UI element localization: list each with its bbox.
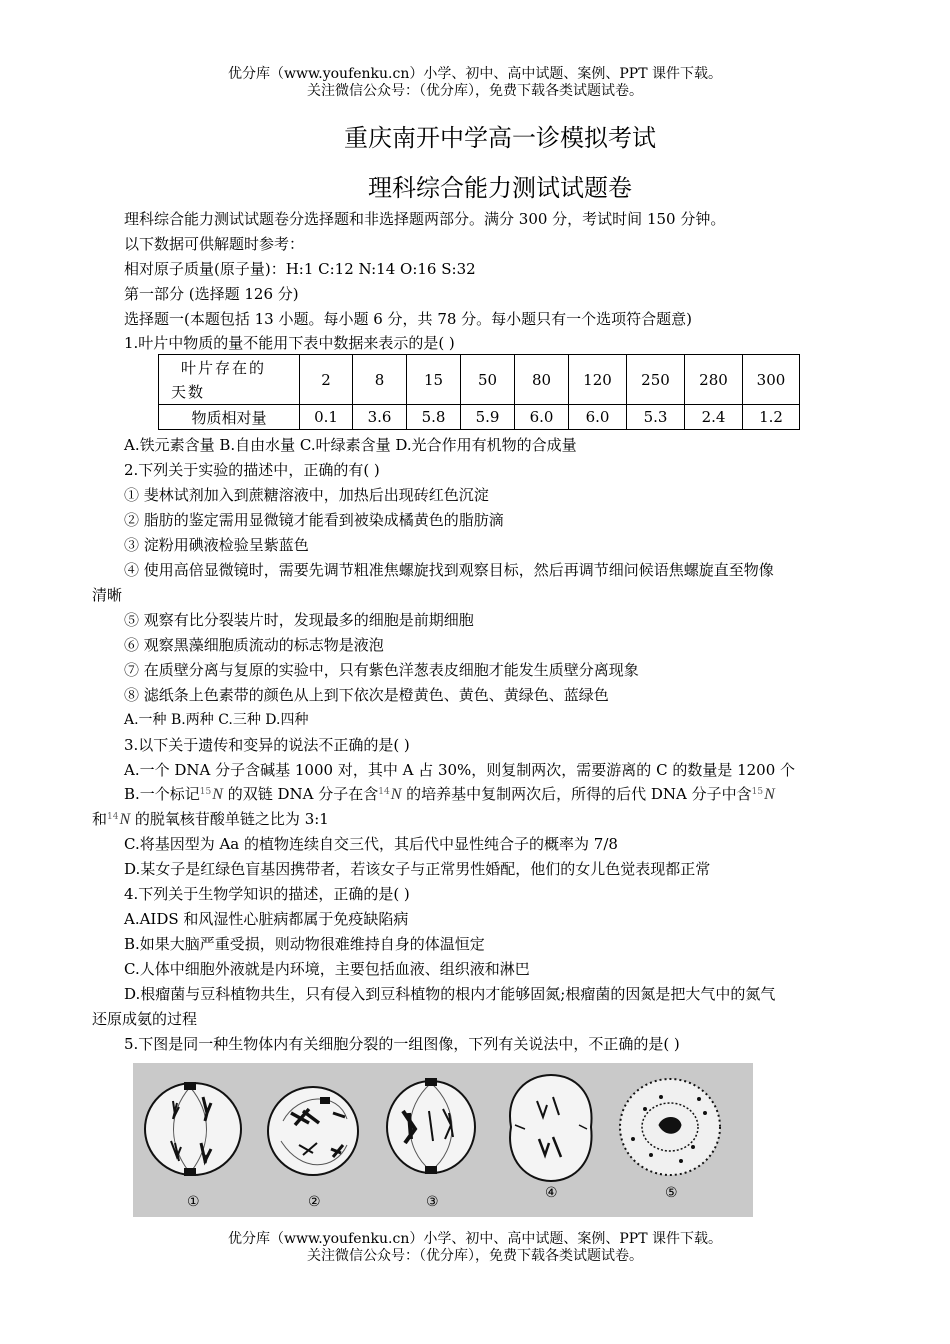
q3-b2-text-2: 的脱氧核苷酸单链之比为 3:1: [134, 810, 329, 828]
page-header: [0, 66, 950, 100]
cell-label-2: ②: [308, 1194, 321, 1210]
table-cell: 0.1: [300, 405, 353, 430]
table-header-amount: 物质相对量: [159, 405, 300, 430]
cell-division-figure: [133, 1063, 753, 1217]
cell-1-anaphase: [145, 1083, 241, 1175]
table-cell: 5.9: [461, 405, 515, 430]
cell-label-1: ①: [187, 1194, 200, 1210]
table-cell: 50: [461, 355, 515, 405]
section-instructions: 选择题一(本题包括 13 小题。每小题 6 分，共 78 分。每小题只有一个选项符合题意): [124, 310, 693, 328]
q4-option-c: C.人体中细胞外液就是内环境，主要包括血液、组织液和淋巴: [124, 960, 530, 978]
q1-options: A.铁元素含量 B.自由水量 C.叶绿素含量 D.光合作用有机物的合成量: [124, 436, 577, 454]
table-cell: 6.0: [569, 405, 627, 430]
cell-4-telophase: [510, 1075, 591, 1181]
cell-2-prophase: [268, 1087, 358, 1175]
q3-option-d: D.某女子是红绿色盲基因携带者，若该女子与正常男性婚配，他们的女儿色觉表现都正常: [124, 860, 711, 878]
table-cell: 8: [353, 355, 407, 405]
q3-option-b-cont: [92, 808, 329, 829]
q2-statement-2: ② 脂肪的鉴定需用显微镜才能看到被染成橘黄色的脂肪滴: [124, 511, 504, 529]
table-row: [159, 355, 800, 405]
q2-statement-7: ⑦ 在质壁分离与复原的实验中，只有紫色洋葱表皮细胞才能发生质壁分离现象: [124, 661, 639, 679]
q2-statement-5: ⑤ 观察有比分裂装片时，发现最多的细胞是前期细胞: [124, 611, 474, 629]
q4-option-b: B.如果大脑严重受损，则动物很难维持自身的体温恒定: [124, 935, 485, 953]
q2-statement-4-cont: 清晰: [92, 586, 123, 604]
table-header-days: [159, 355, 300, 405]
q4-option-d-cont: 还原成氨的过程: [92, 1010, 198, 1028]
cell-division-diagram: [133, 1063, 753, 1217]
q2-stem: 2.下列关于实验的描述中，正确的有( ): [124, 461, 380, 479]
q3-option-a: A.一个 DNA 分子含碱基 1000 对，其中 A 占 30%，则复制两次，需要游离的 C 的数量是 1200 个: [124, 761, 796, 779]
q3-b-text-2: 的双链 DNA 分子在含: [227, 785, 379, 803]
q5-stem: 5.下图是同一种生物体内有关细胞分裂的一组图像，下列有关说法中，不正确的是( ): [124, 1035, 680, 1053]
exam-title: 重庆南开中学高一诊模拟考试: [344, 124, 656, 152]
table-cell: 5.3: [627, 405, 685, 430]
page-footer: [0, 1231, 950, 1265]
exam-subtitle: 理科综合能力测试试题卷: [368, 174, 632, 202]
header-line-2: 关注微信公众号：（优分库），免费下载各类试题试卷。: [307, 83, 643, 99]
table-header-days-line1: 叶片存在的: [181, 358, 267, 377]
q1-stem: 1.叶片中物质的量不能用下表中数据来表示的是( ): [124, 334, 455, 352]
header-line-1: 优分库（www.youfenku.cn）小学、初中、高中试题、案例、PPT 课件下载。: [227, 66, 722, 82]
q2-statement-4: ④ 使用高倍显微镜时，需要先调节粗准焦螺旋找到观察目标，然后再调节细问候语焦螺旋直至物像: [124, 561, 774, 579]
q2-options: A.一种 B.两种 C.三种 D.四种: [124, 712, 309, 728]
table-cell: 1.2: [743, 405, 800, 430]
intro-paragraph: 理科综合能力测试试题卷分选择题和非选择题两部分。满分 300 分，考试时间 150 分钟。: [124, 210, 726, 228]
q3-option-b: [124, 783, 775, 804]
q1-data-table: [158, 354, 800, 430]
q3-b-text-1: B.一个标记: [124, 785, 200, 803]
table-cell: 2: [300, 355, 353, 405]
footer-line-1: 优分库（www.youfenku.cn）小学、初中、高中试题、案例、PPT 课件下载。: [227, 1231, 722, 1247]
q2-statement-6: ⑥ 观察黑藻细胞质流动的标志物是液泡: [124, 636, 384, 654]
q3-b2-text-1: 和: [92, 810, 108, 828]
cell-3-metaphase: [387, 1079, 475, 1173]
nitrogen-symbol: N: [390, 786, 402, 803]
table-cell: 120: [569, 355, 627, 405]
table-cell: 2.4: [685, 405, 743, 430]
isotope-15-superscript: 15: [751, 787, 764, 797]
table-cell: 6.0: [515, 405, 569, 430]
q4-option-d: D.根瘤菌与豆科植物共生，只有侵入到豆科植物的根内才能够固氮;根瘤菌的因氮是把大气中的氮气: [124, 985, 776, 1003]
cell-label-5: ⑤: [665, 1185, 678, 1201]
q2-statement-3: ③ 淀粉用碘液检验呈紫蓝色: [124, 536, 309, 554]
cell-5-interphase: [620, 1079, 720, 1175]
q3-stem: 3.以下关于遗传和变异的说法不正确的是( ): [124, 736, 410, 754]
atomic-masses: 相对原子质量(原子量)：H:1 C:12 N:14 O:16 S:32: [124, 260, 476, 278]
table-cell: 300: [743, 355, 800, 405]
q2-statement-8: ⑧ 滤纸条上色素带的颜色从上到下依次是橙黄色、黄色、黄绿色、蓝绿色: [124, 686, 609, 704]
cell-label-4: ④: [545, 1185, 558, 1201]
footer-line-2: 关注微信公众号：（优分库），免费下载各类试题试卷。: [307, 1248, 643, 1264]
q3-b-text-3: 的培养基中复制两次后，所得的后代 DNA 分子中含: [406, 785, 752, 803]
table-cell: 80: [515, 355, 569, 405]
isotope-14-superscript: 14: [107, 812, 119, 822]
isotope-15-superscript: 15: [199, 787, 212, 797]
part-one-heading: 第一部分 (选择题 126 分): [124, 285, 299, 303]
q3-option-c: C.将基因型为 Aa 的植物连续自交三代，其后代中显性纯合子的概率为 7/8: [124, 835, 618, 853]
q2-statement-1: ① 斐林试剂加入到蔗糖溶液中，加热后出现砖红色沉淀: [124, 486, 489, 504]
table-row: [159, 405, 800, 430]
nitrogen-symbol: N: [119, 811, 131, 828]
table-cell: 15: [407, 355, 461, 405]
nitrogen-symbol: N: [764, 786, 775, 803]
q4-option-a: A.AIDS 和风湿性心脏病都属于免疫缺陷病: [124, 910, 409, 928]
isotope-14-superscript: 14: [378, 787, 390, 797]
cell-label-3: ③: [426, 1194, 439, 1210]
nitrogen-symbol: N: [212, 786, 223, 803]
table-cell: 5.8: [407, 405, 461, 430]
table-cell: 280: [685, 355, 743, 405]
table-cell: 3.6: [353, 405, 407, 430]
table-cell: 250: [627, 355, 685, 405]
q4-stem: 4.下列关于生物学知识的描述，正确的是( ): [124, 885, 410, 903]
table-header-days-line2: 天数: [171, 382, 206, 401]
intro-reference: 以下数据可供解题时参考：: [124, 235, 305, 253]
